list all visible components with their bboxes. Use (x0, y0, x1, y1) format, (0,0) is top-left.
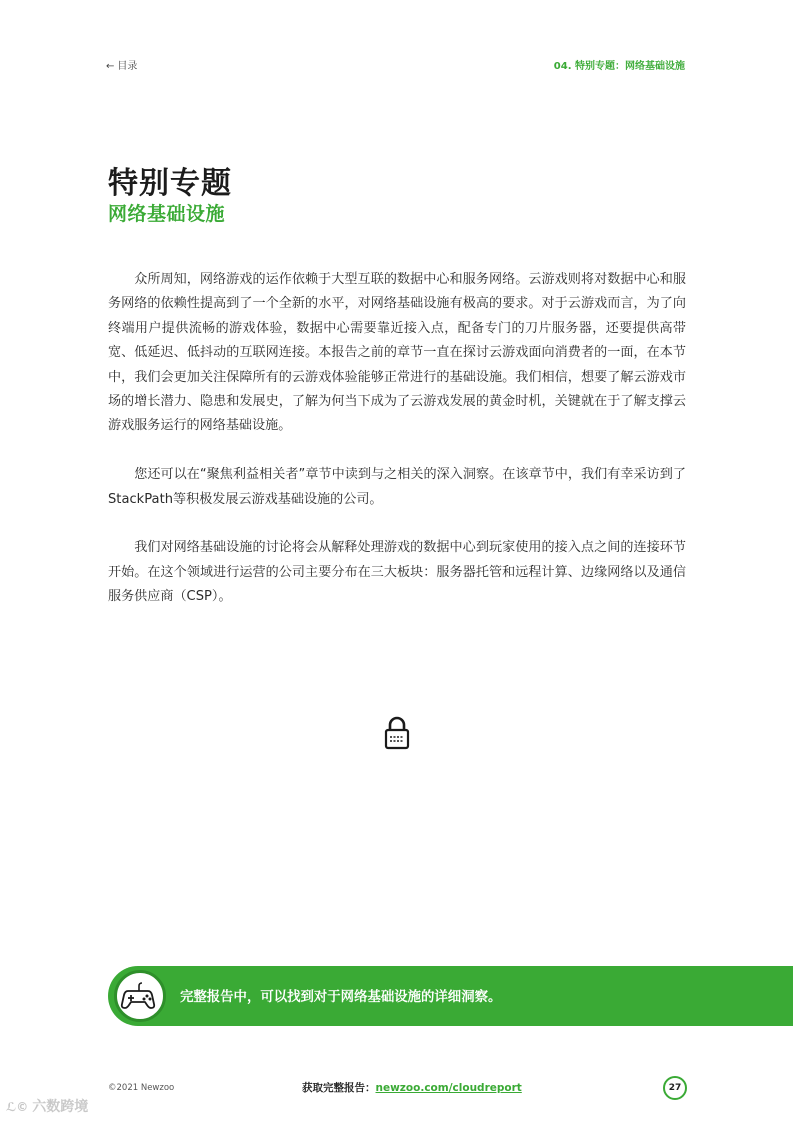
watermark (6, 1096, 88, 1116)
section-label: 04. 特别专题：网络基础设施 (553, 61, 685, 72)
full-report-banner (108, 966, 793, 1026)
report-link (302, 1080, 522, 1095)
watermark-logo-icon: ℒ© (6, 1100, 29, 1114)
page-number: 27 (663, 1076, 687, 1100)
toc-label: 目录 (117, 61, 138, 72)
paragraph-1: 众所周知，网络游戏的运作依赖于大型互联的数据中心和服务网络。云游戏则将对数据中心和服务网络的依赖性提高到了一个全新的水平，对网络基础设施有极高的要求。对于云游戏而言，为了向终端用户提供流畅的游戏体验，数据中心需要靠近接入点，配备专门的刀片服务器，还要提供高带宽、低延迟、低抖动的互联网连接。本报告之前的章节一直在探讨云游戏面向消费者的一面，在本节中，我们会更加关注保障所有的云游戏体验能够正常进行的基础设施。我们相信，想要了解云游戏市场的增长潜力、隐患和发展史，了解为何当下成为了云游戏发展的黄金时机，关键就在于了解支撑云游戏服务运行的网络基础设施。 (108, 272, 686, 434)
report-label: 获取完整报告： (302, 1082, 376, 1094)
banner-icon-circle (114, 970, 166, 1022)
table-of-contents-link[interactable] (106, 57, 137, 72)
banner-text: 完整报告中，可以找到对于网络基础设施的详细洞察。 (180, 990, 502, 1005)
page-title: 特别专题 (108, 166, 232, 201)
gamepad-icon (117, 973, 163, 1019)
paragraph-2: 您还可以在“聚焦利益相关者”章节中读到与之相关的深入洞察。在该章节中，我们有幸采访到了StackPath等积极发展云游戏基础设施的公司。 (108, 467, 686, 507)
lock-icon (384, 716, 410, 750)
page-subtitle: 网络基础设施 (108, 203, 226, 225)
back-arrow-icon: ← (106, 61, 115, 72)
paragraph-3: 我们对网络基础设施的讨论将会从解释处理游戏的数据中心到玩家使用的接入点之间的连接环节开始。在这个领域进行运营的公司主要分布在三大板块：服务器托管和远程计算、边缘网络以及通信服务供应商（CSP）。 (108, 540, 686, 605)
watermark-text: 六数跨境 (32, 1099, 89, 1115)
report-url-link[interactable]: newzoo.com/cloudreport (375, 1082, 522, 1094)
copyright: ©2021 Newzoo (108, 1083, 175, 1093)
body-text (108, 268, 686, 634)
